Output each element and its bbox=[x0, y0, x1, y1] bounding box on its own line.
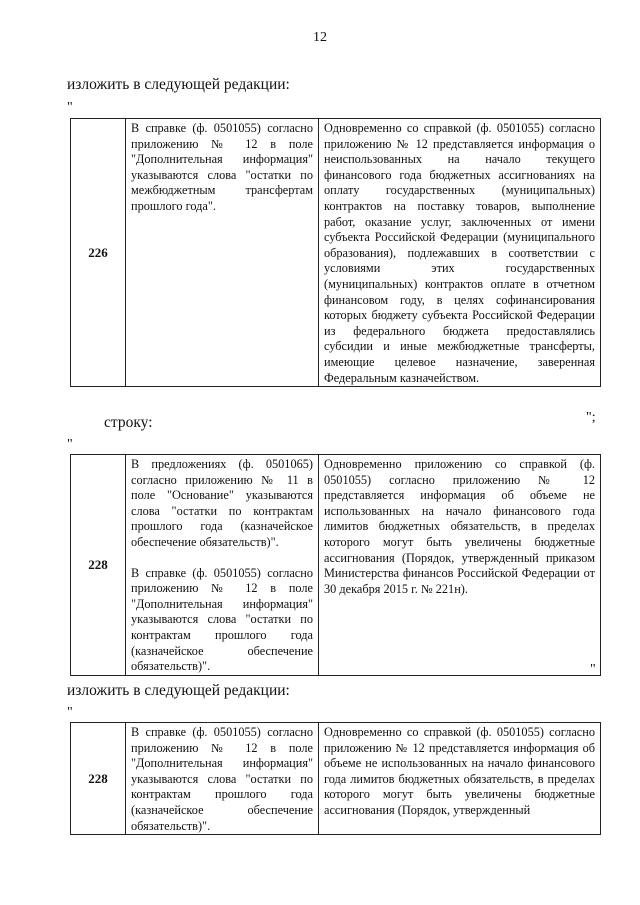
requirement-cell: Одновременно со справкой (ф. 0501055) согласно приложению № 12 представляется информация о неиспользованных на начало текущего финансового года бюджетных ассигнованиях на оплату государственных (муниципальных) контрактов на поставку товаров, выполнение работ, оказание услуг, заключенных от имени субъекта Российской Федерации (муниципального образования), подлежавших в соответствии с условиями этих государственных (муниципальных) контрактов оплате в отчетном финансовом году, в целях софинансирования которых бюджету субъекта Российской Федерации из федерального бюджета предоставлялись субсидии и иные межбюджетные трансферты, имеющие целевое назначение, заверенная Федеральным казначейством. bbox=[319, 119, 601, 387]
section1-table bbox=[70, 118, 601, 387]
row-number: 228 bbox=[71, 723, 126, 835]
section1-close-quote: "; bbox=[586, 410, 596, 425]
row-number: 226 bbox=[71, 119, 126, 387]
requirement-cell: Одновременно со справкой (ф. 0501055) согласно приложению № 12 представляется информация об объеме не использованных на начало финансового года лимитов бюджетных обязательств, в пределах которого могут быть увеличены бюджетные ассигнования (Порядок, утвержденный bbox=[319, 723, 601, 835]
section2-heading: строку: bbox=[104, 414, 153, 431]
condition-paragraph: В предложениях (ф. 0501065) согласно приложению № 11 в поле "Основание" указываются слова "остатки по контрактам прошлого года (казначейское обеспечение обязательств)". bbox=[131, 457, 313, 549]
condition-cell bbox=[126, 455, 319, 676]
condition-paragraph: В справке (ф. 0501055) согласно приложению № 12 в поле "Дополнительная информация" указываются слова "остатки по контрактам прошлого года (казначейское обеспечение обязательств)". bbox=[131, 565, 313, 674]
section2-close-quote: " bbox=[590, 662, 596, 677]
section1-open-quote: " bbox=[67, 100, 73, 115]
table-row bbox=[71, 723, 601, 835]
section3-table bbox=[70, 722, 601, 835]
condition-cell: В справке (ф. 0501055) согласно приложению № 12 в поле "Дополнительная информация" указываются слова "остатки по контрактам прошлого года (казначейское обеспечение обязательств)". bbox=[126, 723, 319, 835]
section2-open-quote: " bbox=[67, 437, 73, 452]
section3-heading: изложить в следующей редакции: bbox=[67, 682, 290, 699]
section3-open-quote: " bbox=[67, 705, 73, 720]
section1-heading: изложить в следующей редакции: bbox=[67, 76, 290, 93]
row-number: 228 bbox=[71, 455, 126, 676]
page-number: 12 bbox=[313, 30, 327, 45]
table-row bbox=[71, 119, 601, 387]
section2-table bbox=[70, 454, 601, 676]
condition-cell: В справке (ф. 0501055) согласно приложению № 12 в поле "Дополнительная информация" указываются слова "остатки по межбюджетным трансфертам прошлого года". bbox=[126, 119, 319, 387]
requirement-cell: Одновременно приложению со справкой (ф. 0501055) согласно приложению № 12 представляется информация об объеме не использованных на начало финансового года лимитов бюджетных обязательств, в пределах которого могут быть увеличены бюджетные ассигнования (Порядок, утвержденный приказом Министерства финансов Российской Федерации от 30 декабря 2015 г. № 221н). bbox=[319, 455, 601, 676]
table-row bbox=[71, 455, 601, 676]
